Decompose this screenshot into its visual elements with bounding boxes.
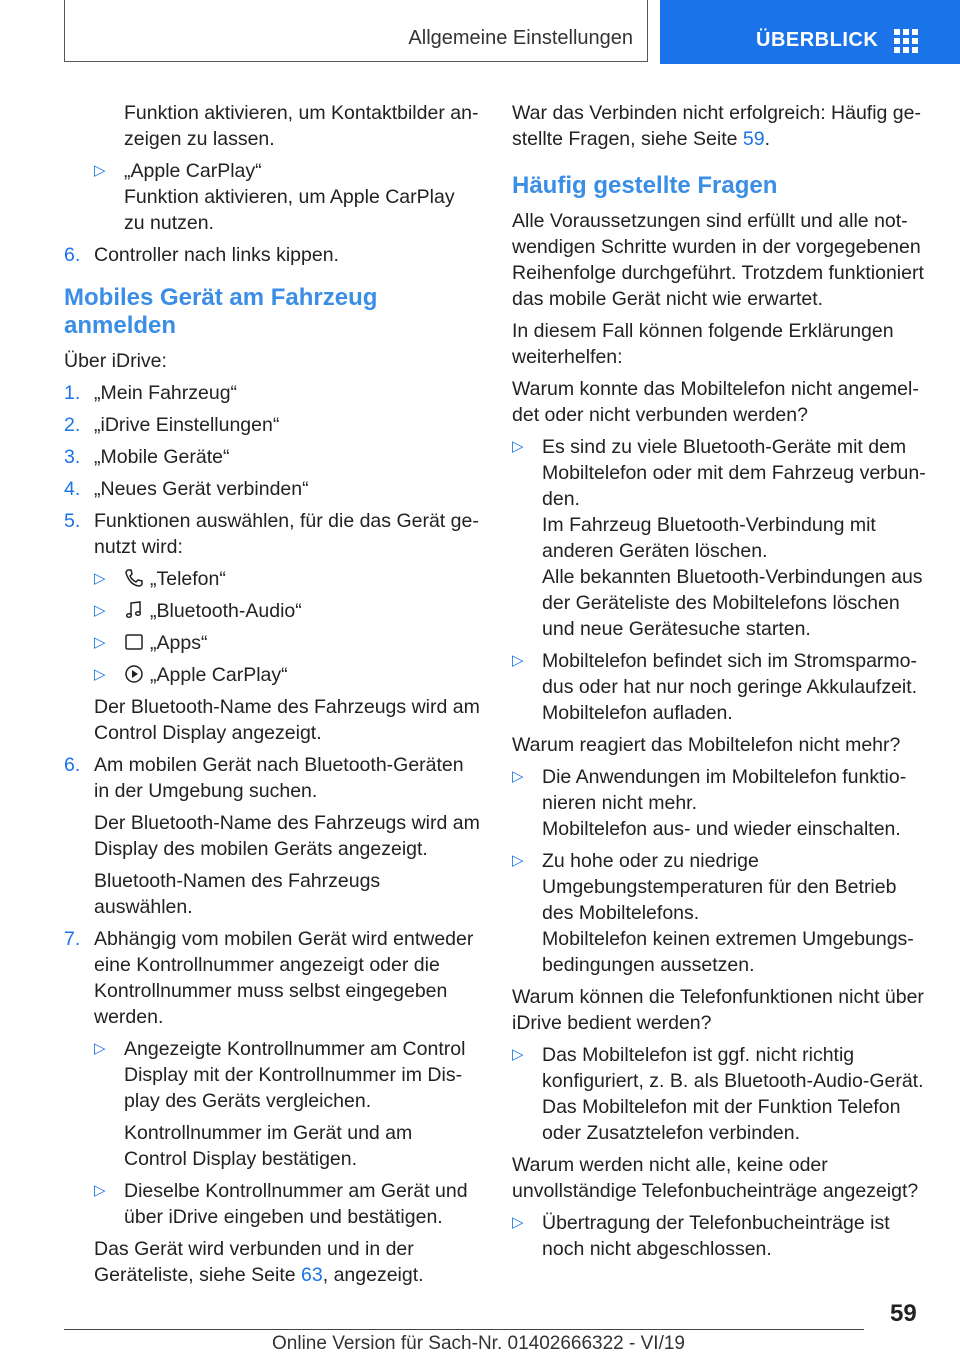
bullet-subtext: Kontrollnummer im Gerät und am Control Display bestätigen. xyxy=(124,1122,413,1170)
step-text: „iDrive Einstellungen“ xyxy=(94,414,280,436)
option-label: „Bluetooth-Audio“ xyxy=(150,600,302,622)
paragraph: In diesem Fall können folgende Erklärungen weiterhelfen: xyxy=(512,320,894,368)
bullet-icon: ▷ xyxy=(512,768,524,785)
bullet-icon: ▷ xyxy=(94,570,106,587)
bullet-icon: ▷ xyxy=(94,634,106,651)
step-note: Bluetooth-Namen des Fahrzeugs auswählen. xyxy=(94,870,381,918)
bullet-item xyxy=(94,566,480,592)
step-item xyxy=(64,926,480,1288)
bullet-icon: ▷ xyxy=(512,652,524,669)
bullet-icon: ▷ xyxy=(512,1214,524,1231)
bullet-text: Dieselbe Kontrollnummer am Gerät und über iDrive eingeben und bestätigen. xyxy=(124,1180,468,1228)
paragraph: Alle Voraussetzungen sind erfüllt und alle notwendigen Schritte wurden in der vorgegebenen Reihenfolge durchgeführt. Trotzdem funktioniert das mobile Gerät nicht wie erwartet. xyxy=(512,210,924,310)
step-item xyxy=(64,242,480,268)
music-note-icon xyxy=(124,600,144,620)
section-title-box xyxy=(64,0,648,62)
bullet-item xyxy=(512,648,926,726)
step-item xyxy=(64,380,480,406)
step-number: 5. xyxy=(64,510,81,532)
step-text: „Neues Gerät verbinden“ xyxy=(94,478,309,500)
bullet-text: Mobiltelefon befindet sich im Stromsparmodus oder hat nur noch geringe Akkulaufzeit. xyxy=(542,650,918,698)
step-text: Am mobilen Gerät nach Bluetooth-Geräten in der Umgebung suchen. xyxy=(94,754,464,802)
step-item xyxy=(64,476,480,502)
intro-text: Über iDrive: xyxy=(64,350,167,372)
bullet-icon: ▷ xyxy=(94,162,106,179)
bullet-item xyxy=(512,764,926,842)
option-label: „Telefon“ xyxy=(150,568,226,590)
step-text: „Mein Fahrzeug“ xyxy=(94,382,238,404)
bullet-icon: ▷ xyxy=(512,852,524,869)
bullet-item xyxy=(94,630,480,656)
paragraph-text: War das Verbinden nicht erfolgreich: Häufig gestellte Fragen, siehe Seite xyxy=(512,102,922,150)
bullet-icon: ▷ xyxy=(94,602,106,619)
paragraph-text: . xyxy=(764,128,771,150)
bullet-icon: ▷ xyxy=(94,666,106,683)
step-number: 6. xyxy=(64,754,81,776)
bullet-item xyxy=(94,1178,480,1230)
note-text: , angezeigt. xyxy=(322,1264,424,1286)
carplay-icon xyxy=(124,664,144,684)
paragraph xyxy=(512,100,926,152)
step-number: 4. xyxy=(64,478,81,500)
bullet-item xyxy=(94,598,480,624)
page-link[interactable]: 59 xyxy=(742,128,765,150)
phone-icon xyxy=(124,568,144,588)
bullet-subtext: Im Fahrzeug Bluetooth-Verbindung mit anderen Geräten löschen. xyxy=(542,514,876,562)
paragraph: Funktion aktivieren, um Kontaktbilder anzeigen zu lassen. xyxy=(124,102,479,150)
bullet-text: Angezeigte Kontrollnummer am Control Display mit der Kontrollnummer im Display des Geräts vergleichen. xyxy=(124,1038,466,1112)
bullet-text: Zu hohe oder zu niedrige Umgebungstemperaturen für den Betrieb des Mobiltelefons. xyxy=(542,850,897,924)
step-item xyxy=(64,752,480,920)
bullet-text: Übertragung der Telefonbucheinträge ist noch nicht abgeschlossen. xyxy=(542,1212,890,1260)
step-number: 1. xyxy=(64,382,81,404)
step-text: Controller nach links kippen. xyxy=(94,244,339,266)
section-heading: Mobiles Gerät am Fahrzeug anmelden xyxy=(64,284,378,339)
footer-divider xyxy=(64,1329,864,1330)
question: Warum konnte das Mobiltelefon nicht angemeldet oder nicht verbunden werden? xyxy=(512,378,919,426)
bullet-subtext: Funktion aktivieren, um Apple CarPlay zu nutzen. xyxy=(124,186,455,234)
question: Warum reagiert das Mobiltelefon nicht mehr? xyxy=(512,734,901,756)
bullet-item xyxy=(94,1036,480,1172)
bullet-item xyxy=(512,848,926,978)
section-heading: Häufig gestellte Fragen xyxy=(512,172,778,199)
step-item xyxy=(64,412,480,438)
bullet-subtext: Das Mobiltelefon mit der Funktion Telefon oder Zusatztelefon verbinden. xyxy=(542,1096,901,1144)
step-note: Der Bluetooth-Name des Fahrzeugs wird am Control Display angezeigt. xyxy=(94,696,480,744)
bullet-item xyxy=(512,1042,926,1146)
step-text: „Mobile Geräte“ xyxy=(94,446,230,468)
step-text: Abhängig vom mobilen Gerät wird entweder eine Kontrollnummer angezeigt oder die Kontrollnummer muss selbst eingegeben werden. xyxy=(94,928,474,1028)
bullet-item xyxy=(94,662,480,688)
bullet-icon: ▷ xyxy=(94,1182,106,1199)
bullet-subtext: Alle bekannten Bluetooth-Verbindungen aus der Geräteliste des Mobiltelefons löschen und neue Gerätesuche starten. xyxy=(542,566,923,640)
step-item xyxy=(64,444,480,470)
section-title: Allgemeine Einstellungen xyxy=(408,27,633,49)
step-item xyxy=(64,508,480,746)
step-note: Der Bluetooth-Name des Fahrzeugs wird am Display des mobilen Geräts angezeigt. xyxy=(94,812,480,860)
footer-text: Online Version für Sach-Nr. 01402666322 - VI/19 xyxy=(272,1333,685,1354)
bullet-subtext: Mobiltelefon aus- und wieder einschalten. xyxy=(542,818,901,840)
grid-icon xyxy=(894,29,918,53)
bullet-text: Das Mobiltelefon ist ggf. nicht richtig konfiguriert, z. B. als Bluetooth-Audio-Gerät. xyxy=(542,1044,924,1092)
bullet-item xyxy=(94,158,480,236)
bullet-icon: ▷ xyxy=(512,1046,524,1063)
step-number: 3. xyxy=(64,446,81,468)
step-number: 6. xyxy=(64,244,81,266)
bullet-icon: ▷ xyxy=(94,1040,106,1057)
apps-icon xyxy=(124,632,144,652)
step-number: 2. xyxy=(64,414,81,436)
overview-tab-label: ÜBERBLICK xyxy=(756,29,879,51)
step-number: 7. xyxy=(64,928,81,950)
step-note xyxy=(94,1236,480,1288)
page-link[interactable]: 63 xyxy=(301,1264,323,1286)
bullet-item xyxy=(512,1210,926,1262)
note-text: Das Gerät wird verbunden und in der Geräteliste, siehe Seite xyxy=(94,1238,414,1286)
bullet-text: „Apple CarPlay“ xyxy=(124,160,262,182)
overview-tab[interactable] xyxy=(660,0,960,64)
question: Warum werden nicht alle, keine oder unvollständige Telefonbucheinträge angezeigt? xyxy=(512,1154,919,1202)
bullet-subtext: Mobiltelefon keinen extremen Umgebungsbedingungen aussetzen. xyxy=(542,928,914,976)
option-label: „Apps“ xyxy=(150,632,208,654)
option-label: „Apple CarPlay“ xyxy=(150,664,288,686)
right-column xyxy=(512,100,926,1268)
step-text: Funktionen auswählen, für die das Gerät genutzt wird: xyxy=(94,510,479,558)
page-header xyxy=(64,0,896,64)
bullet-item xyxy=(512,434,926,642)
bullet-text: Es sind zu viele Bluetooth-Geräte mit dem Mobiltelefon oder mit dem Fahrzeug verbunden. xyxy=(542,436,926,510)
page-number: 59 xyxy=(890,1300,917,1327)
bullet-icon: ▷ xyxy=(512,438,524,455)
question: Warum können die Telefonfunktionen nicht über iDrive bedient werden? xyxy=(512,986,924,1034)
left-column xyxy=(64,100,480,1294)
bullet-subtext: Mobiltelefon aufladen. xyxy=(542,702,733,724)
bullet-text: Die Anwendungen im Mobiltelefon funktionieren nicht mehr. xyxy=(542,766,907,814)
